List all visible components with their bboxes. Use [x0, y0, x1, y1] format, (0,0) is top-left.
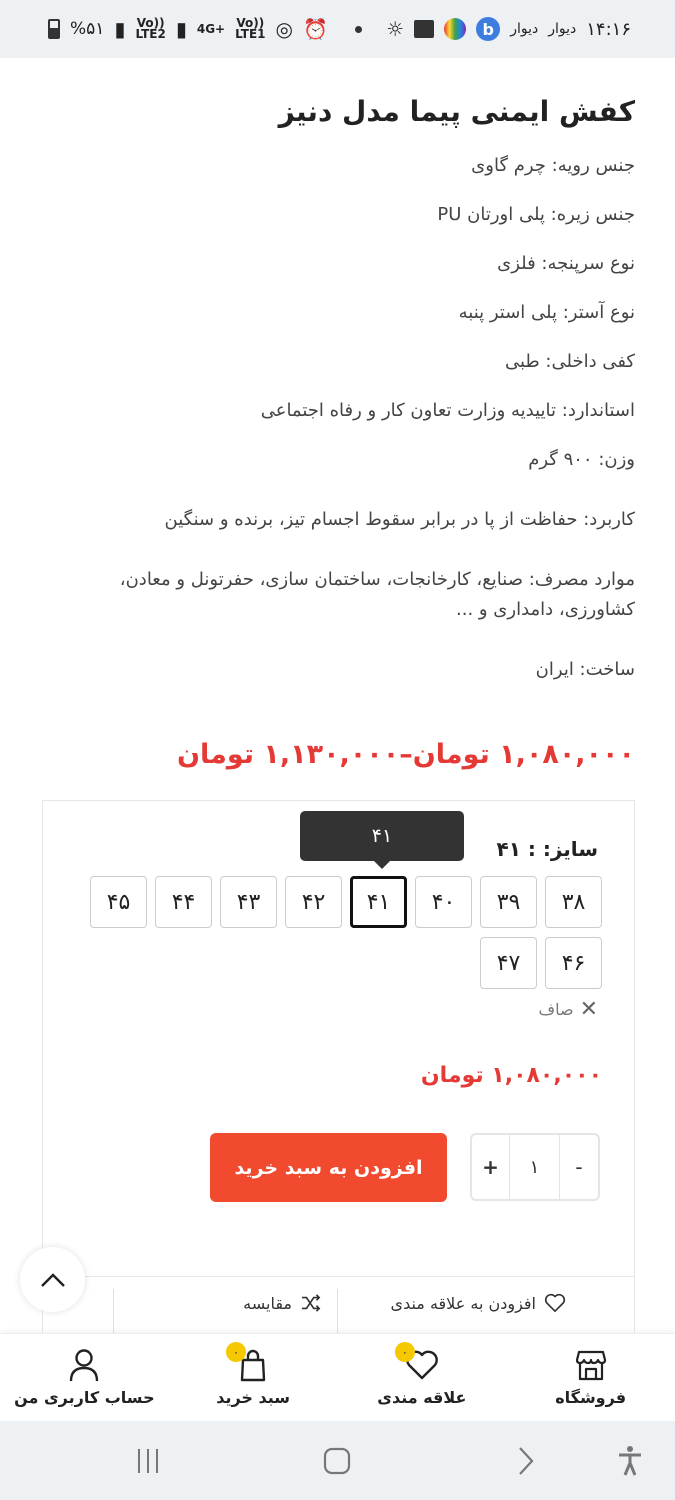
shuffle-icon	[300, 1293, 322, 1313]
variation-form	[42, 800, 635, 1340]
accessibility-icon	[617, 1445, 643, 1477]
size-option-42[interactable]: ۴۲	[285, 876, 342, 928]
size-option-47[interactable]: ۴۷	[480, 937, 537, 989]
notification-dot-icon	[355, 26, 362, 33]
recent-apps-icon	[134, 1447, 162, 1475]
notification-app: دیوار	[510, 21, 539, 37]
nav-item-cart[interactable]	[169, 1334, 338, 1421]
app-b-icon: b	[476, 17, 500, 41]
compare-link[interactable]	[243, 1293, 322, 1313]
signal-icon: ▮	[175, 17, 187, 41]
spec-usage: کاربرد: حفاظت از پا در برابر سقوط اجسام تیز، برنده و سنگین	[164, 509, 635, 530]
size-option-45[interactable]: ۴۵	[90, 876, 147, 928]
back-button[interactable]	[512, 1441, 540, 1481]
gallery-icon	[414, 20, 434, 38]
close-icon: ✕	[579, 997, 598, 1022]
size-option-46[interactable]: ۴۶	[545, 937, 602, 989]
recent-apps-button[interactable]	[132, 1441, 164, 1481]
chevron-right-icon	[517, 1446, 535, 1476]
home-button[interactable]	[320, 1441, 354, 1481]
app-heart-icon	[444, 18, 466, 40]
size-option-38[interactable]: ۳۸	[545, 876, 602, 928]
spec-toe-cap: نوع سرپنجه: فلزی	[497, 253, 635, 274]
size-option-39[interactable]: ۳۹	[480, 876, 537, 928]
nav-item-wishlist[interactable]	[338, 1334, 507, 1421]
sim2-indicator: Vo)) LTE2	[135, 16, 166, 41]
variation-price: ۱,۰۸۰,۰۰۰ تومان	[420, 1063, 602, 1088]
quantity-plus-button[interactable]: +	[472, 1135, 510, 1199]
heart-icon	[544, 1293, 566, 1313]
wishlist-count-badge: ۰	[395, 1342, 415, 1362]
store-icon	[574, 1348, 608, 1382]
chevron-up-icon	[40, 1272, 66, 1288]
size-option-41[interactable]: ۴۱	[350, 876, 407, 928]
spec-applications: موارد مصرف: صنایع، کارخانجات، ساختمان سازی، حفرتونل و معادن، کشاورزی، دامداری و ...	[119, 569, 635, 620]
spec-made-in: ساخت: ایران	[535, 659, 635, 680]
size-option-43[interactable]: ۴۳	[220, 876, 277, 928]
sim1-type: 4G+	[196, 21, 226, 36]
clear-selection-button[interactable]	[539, 997, 598, 1022]
clock: ۱۴:۱۶	[586, 18, 631, 40]
add-to-cart-button[interactable]: افزودن به سبد خرید	[210, 1133, 447, 1202]
add-to-wishlist-label: افزودن به علاقه مندی	[390, 1293, 536, 1313]
add-to-wishlist-link[interactable]	[391, 1293, 566, 1313]
alarm-icon: ⏰	[302, 17, 328, 41]
size-option-40[interactable]: ۴۰	[415, 876, 472, 928]
accessibility-button[interactable]	[614, 1441, 646, 1481]
quantity-minus-button[interactable]: -	[575, 1155, 583, 1179]
quantity-input[interactable]: ۱	[510, 1135, 560, 1199]
scroll-to-top-button[interactable]	[20, 1247, 85, 1312]
nav-label-wishlist: علاقه مندی	[377, 1388, 467, 1407]
size-tooltip: ۴۱	[300, 811, 464, 861]
home-icon	[323, 1446, 351, 1476]
status-bar-left	[48, 17, 328, 41]
battery-percent: %۵۱	[70, 19, 105, 39]
hotspot-icon: ◎	[275, 17, 293, 41]
spec-standard: استاندارد: تاییدیه وزارت تعاون کار و رفاه اجتماعی	[260, 400, 635, 421]
compare-label: مقایسه	[243, 1293, 292, 1313]
nav-item-shop[interactable]	[506, 1334, 675, 1421]
size-options	[82, 876, 602, 989]
spec-lining: نوع آستر: پلی استر پنبه	[458, 302, 635, 323]
nav-label-account: حساب کاربری من	[14, 1388, 155, 1407]
battery-icon	[48, 19, 60, 39]
signal-icon: ▮	[114, 17, 126, 41]
nav-label-shop: فروشگاه	[555, 1388, 627, 1407]
user-icon	[68, 1348, 100, 1382]
status-bar-right	[355, 17, 631, 41]
size-label: سایز: : ۴۱	[496, 837, 598, 861]
product-title: کفش ایمنی پیما مدل دنیز	[278, 95, 635, 128]
bottom-navigation	[0, 1333, 675, 1421]
spec-insole: کفی داخلی: طبی	[504, 351, 635, 372]
system-navigation-bar	[0, 1421, 675, 1500]
divider	[337, 1289, 338, 1339]
spec-sole-material: جنس زیره: پلی اورتان PU	[437, 204, 635, 225]
divider	[43, 1276, 634, 1277]
notification-app: دیوار	[548, 21, 577, 37]
divider	[113, 1289, 114, 1339]
nav-item-account[interactable]	[0, 1334, 169, 1421]
status-bar	[0, 0, 675, 58]
quantity-stepper	[470, 1133, 600, 1201]
size-option-44[interactable]: ۴۴	[155, 876, 212, 928]
nav-label-cart: سبد خرید	[216, 1388, 291, 1407]
clear-label: صاف	[538, 1000, 574, 1019]
spec-weight: وزن: ۹۰۰ گرم	[528, 449, 635, 470]
sim1-indicator: Vo)) LTE1	[235, 16, 266, 41]
cart-count-badge: ۰	[226, 1342, 246, 1362]
price-range: ۱,۰۸۰,۰۰۰ تومان–۱,۱۳۰,۰۰۰ تومان	[177, 739, 635, 770]
spec-upper-material: جنس رویه: چرم گاوی	[471, 155, 635, 176]
product-content	[0, 58, 675, 775]
weather-sunrise-icon: ☼	[386, 17, 405, 41]
